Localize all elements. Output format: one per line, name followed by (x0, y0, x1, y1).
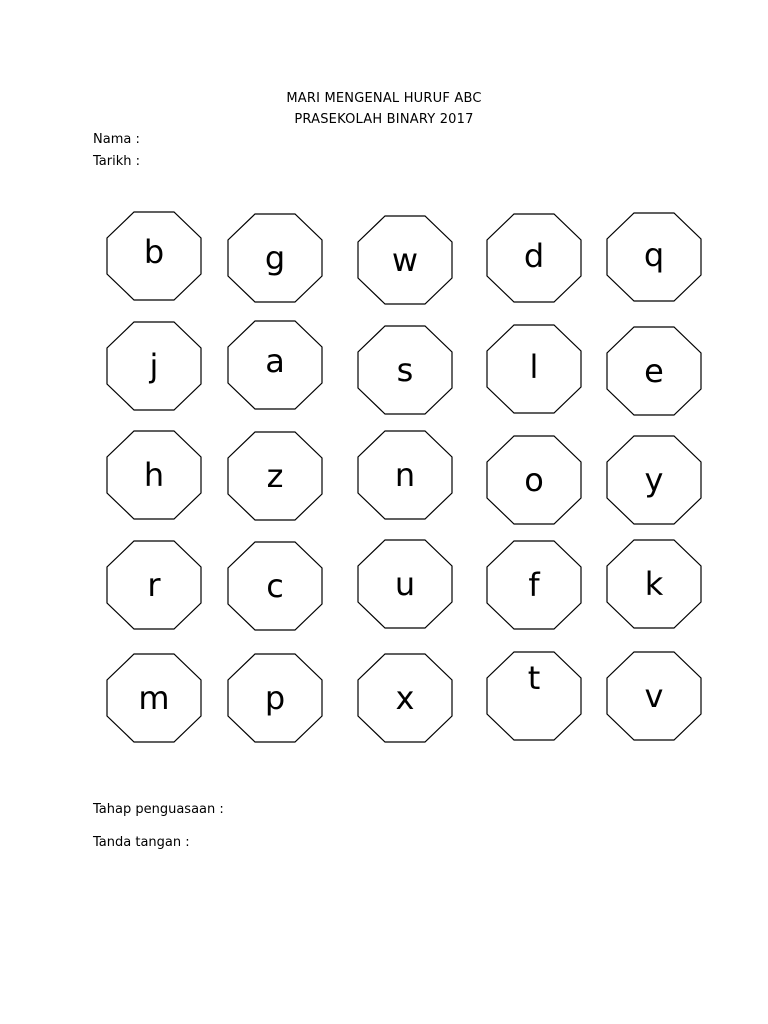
letter-text: n (394, 456, 416, 494)
letter-text: c (266, 567, 284, 605)
letter-octagon (106, 540, 202, 630)
letter-octagon (486, 651, 582, 741)
letter-text: h (143, 456, 165, 494)
letter-octagon (106, 653, 202, 743)
letter-text: a (265, 342, 285, 380)
letter-text: k (644, 565, 664, 603)
letter-text: l (529, 348, 539, 386)
letter-octagon (357, 653, 453, 743)
letter-text: m (138, 679, 170, 717)
letter-text: e (644, 352, 664, 390)
letter-octagon (106, 321, 202, 411)
letter-text: q (643, 236, 665, 274)
letter-octagon (486, 324, 582, 414)
letter-octagon (227, 541, 323, 631)
letter-octagon (227, 320, 323, 410)
letter-octagon (606, 326, 702, 416)
worksheet-subtitle: PRASEKOLAH BINARY 2017 (294, 112, 474, 127)
letter-octagon (357, 215, 453, 305)
letter-text: u (394, 565, 416, 603)
letter-octagon (606, 651, 702, 741)
letter-text: b (143, 233, 165, 271)
worksheet-title: MARI MENGENAL HURUF ABC (286, 91, 482, 106)
letter-text: w (391, 241, 419, 279)
letter-text: d (523, 237, 545, 275)
name-label: Nama : (93, 132, 140, 147)
letter-octagon (606, 435, 702, 525)
letter-text: x (395, 679, 415, 717)
letter-octagon (486, 540, 582, 630)
letter-octagon (606, 212, 702, 302)
letter-octagon (486, 213, 582, 303)
letter-text: s (396, 351, 414, 389)
letter-text: r (147, 566, 161, 604)
letter-octagon (357, 539, 453, 629)
letter-text: v (644, 677, 664, 715)
letter-octagon (606, 539, 702, 629)
letter-octagon (357, 430, 453, 520)
letter-text: p (264, 679, 286, 717)
letter-text: y (644, 461, 664, 499)
letter-text: j (149, 347, 159, 385)
signature-label: Tanda tangan : (93, 835, 190, 850)
letter-octagon (227, 431, 323, 521)
letter-text: t (527, 659, 541, 697)
letter-text: g (264, 239, 286, 277)
letter-text: o (524, 461, 544, 499)
letter-octagon (106, 430, 202, 520)
letter-text: f (528, 566, 540, 604)
mastery-level-label: Tahap penguasaan : (93, 802, 224, 817)
letter-octagon (106, 211, 202, 301)
letter-octagon (357, 325, 453, 415)
letter-octagon (486, 435, 582, 525)
letter-octagon (227, 213, 323, 303)
letter-octagon (227, 653, 323, 743)
letter-text: z (266, 457, 284, 495)
date-label: Tarikh : (93, 154, 140, 169)
